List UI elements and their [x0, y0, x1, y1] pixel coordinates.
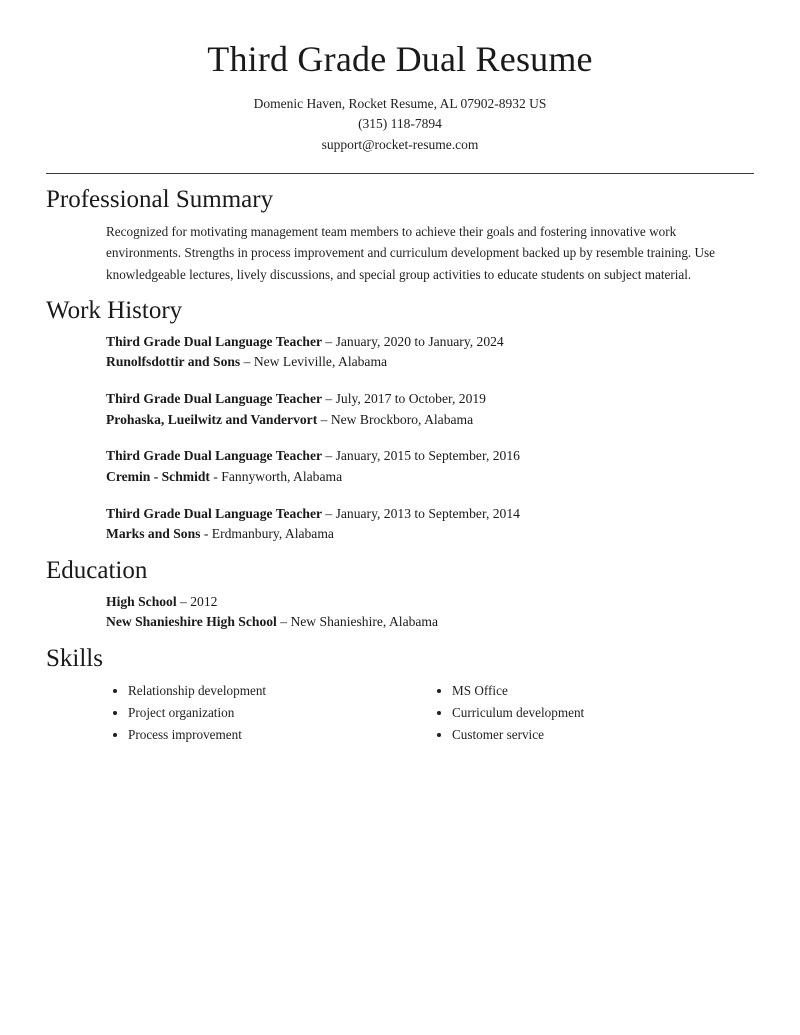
section-title-skills: Skills [46, 645, 103, 673]
education-school-line [106, 612, 754, 633]
education-school: New Shanieshire High School [106, 614, 277, 630]
page-title: Third Grade Dual Resume [207, 39, 593, 79]
skills-column-right [430, 680, 754, 747]
job-separator: - [200, 526, 212, 542]
list-item: • MS Office [452, 680, 754, 702]
job-company: Runolfsdottir and Sons [106, 354, 241, 370]
job-company: Cremin - Schmidt [106, 469, 210, 485]
work-history-item [106, 332, 754, 373]
job-location: New Brockboro, Alabama [330, 411, 474, 427]
job-title-line [106, 332, 754, 353]
contact-email: support@rocket-resume.com [321, 136, 479, 152]
job-title: Third Grade Dual Language Teacher [106, 333, 323, 349]
job-dates: January, 2020 to January, 2024 [335, 333, 504, 349]
job-separator: – [240, 354, 254, 370]
skills-column-left [106, 680, 430, 747]
job-location: Fannyworth, Alabama [221, 469, 343, 485]
job-company-line [106, 467, 754, 488]
education-year: 2012 [190, 593, 218, 609]
contact-phone: (315) 118-7894 [358, 116, 442, 132]
work-history-item [106, 389, 754, 430]
job-location: Erdmanbury, Alabama [211, 526, 334, 542]
section-education [46, 557, 754, 633]
job-company-line [106, 410, 754, 431]
list-item: • Customer service [452, 724, 754, 746]
job-dates: July, 2017 to October, 2019 [335, 391, 486, 407]
job-title-line [106, 504, 754, 525]
job-separator: – [322, 448, 336, 464]
section-work-history [46, 297, 754, 545]
job-title-line [106, 389, 754, 410]
skills-columns [46, 680, 754, 747]
job-company-line [106, 524, 754, 545]
education-separator: – [276, 614, 291, 630]
professional-summary-body [46, 221, 754, 285]
education-body [46, 592, 754, 633]
job-title: Third Grade Dual Language Teacher [106, 505, 323, 521]
section-skills [46, 645, 754, 746]
job-separator: - [209, 469, 222, 485]
education-location: New Shanieshire, Alabama [290, 614, 439, 630]
list-item: • Project organization [128, 702, 430, 724]
header-divider [46, 173, 754, 174]
list-item: • Process improvement [128, 724, 430, 746]
job-separator: – [317, 411, 331, 427]
skills-list-right [430, 680, 754, 747]
work-history-body [46, 332, 754, 545]
contact-address: Domenic Haven, Rocket Resume, AL 07902-8932 US [253, 95, 547, 111]
work-history-item [106, 504, 754, 545]
job-separator: – [322, 391, 336, 407]
section-title-education: Education [46, 557, 148, 585]
job-separator: – [322, 505, 336, 521]
education-degree-line [106, 592, 754, 613]
job-company-line [106, 352, 754, 373]
skills-list-left [106, 680, 430, 747]
job-company: Marks and Sons [106, 526, 201, 542]
section-title-work-history: Work History [46, 297, 183, 325]
professional-summary-text: Recognized for motivating management team members to achieve their goals and fostering innovative work environments. Strengths in process improvement and curriculum development backed up by resemble training. Use knowledgeable lectures, lively discussions, and special group activities to educate students on subject material. [106, 223, 716, 282]
list-item: • Curriculum development [452, 702, 754, 724]
job-title-line [106, 446, 754, 467]
job-title: Third Grade Dual Language Teacher [106, 391, 323, 407]
job-title: Third Grade Dual Language Teacher [106, 448, 323, 464]
job-dates: January, 2013 to September, 2014 [335, 505, 520, 521]
section-title-professional-summary: Professional Summary [46, 186, 274, 214]
education-separator: – [176, 593, 191, 609]
list-item: • Relationship development [128, 680, 430, 702]
job-separator: – [322, 333, 336, 349]
job-dates: January, 2015 to September, 2016 [335, 448, 520, 464]
job-company: Prohaska, Lueilwitz and Vandervort [106, 411, 318, 427]
job-location: New Leviville, Alabama [253, 354, 388, 370]
section-professional-summary [46, 186, 754, 285]
education-degree: High School [106, 593, 177, 609]
contact-block [46, 94, 754, 156]
work-history-item [106, 446, 754, 487]
